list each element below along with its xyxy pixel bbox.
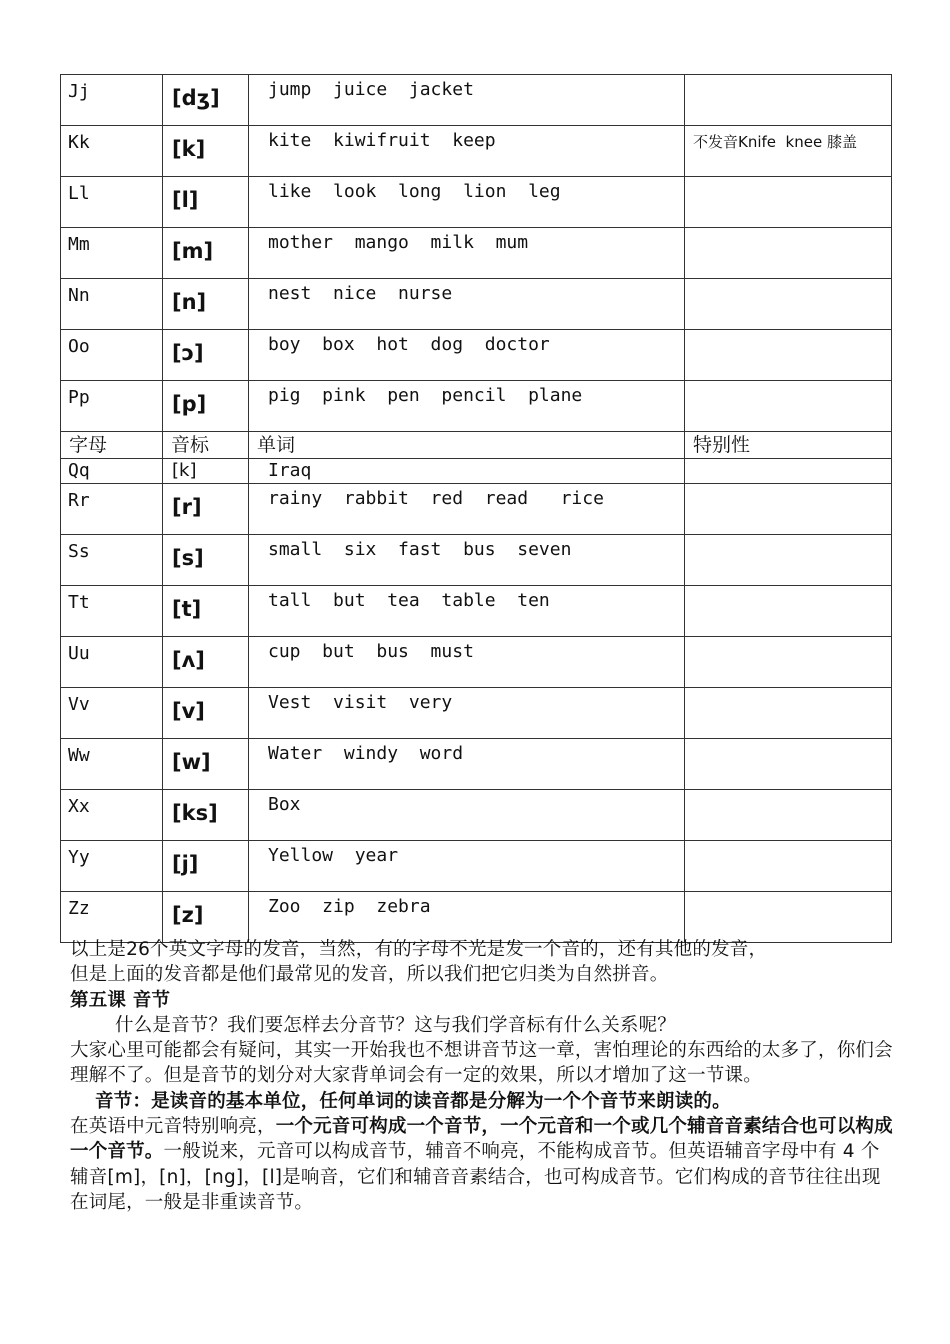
row-letter: Ss [68,541,90,562]
table-body-part2 [61,484,892,943]
table-row [61,739,892,790]
row-letter: Xx [68,796,90,817]
row-note [685,739,891,744]
row-note [685,75,891,80]
row-note [685,459,891,464]
row-letter: Tt [68,592,90,613]
table-row [61,126,892,177]
table-header [61,432,892,484]
table-row [61,586,892,637]
row-note [685,586,891,591]
row-note [685,892,891,897]
row-phonetic: [t] [172,597,202,621]
row-letter: Nn [68,285,90,306]
row-words: Iraq [268,460,312,481]
row-words: rainy rabbit red read rice [268,488,604,509]
row-letter: Vv [68,694,90,715]
row-words: Water windy word [268,743,464,764]
row-phonetic: [z] [172,903,204,927]
row-note [685,535,891,540]
row-phonetic: [n] [172,290,207,314]
table-row [61,637,892,688]
row-letter: Uu [68,643,90,664]
row-phonetic: [ɔ] [172,341,204,365]
row-note [685,688,891,693]
row-words: Box [268,794,301,815]
row-phonetic: [ʌ] [172,648,205,672]
table-row [61,75,892,126]
header-special: 特别性 [693,434,751,456]
body-text [70,937,896,1215]
row-letter: Yy [68,847,90,868]
row-phonetic: [v] [172,699,205,723]
row-words: jump juice jacket [268,79,474,100]
table-row [61,459,892,484]
summary-line-1: 以上是26个英文字母的发音，当然，有的字母不光是发一个音的，还有其他的发音， [70,939,768,960]
row-words: boy box hot dog doctor [268,334,550,355]
row-words: small six fast bus seven [268,539,572,560]
row-phonetic: [j] [172,852,199,876]
table-row [61,484,892,535]
row-phonetic: [s] [172,546,204,570]
row-note [685,841,891,846]
row-words: nest nice nurse [268,283,453,304]
definition-paragraph: 音节：是读音的基本单位，任何单词的读音都是分解为一个个音节来朗读的。 [95,1090,731,1112]
table-header-row [61,432,892,459]
row-note [685,279,891,284]
row-words: like look long lion leg [268,181,561,202]
table-row [61,892,892,943]
table-row [61,841,892,892]
row-letter: Qq [68,460,90,481]
row-phonetic: [w] [172,750,211,774]
table-row [61,688,892,739]
row-phonetic: [dʒ] [172,86,220,110]
row-letter: Pp [68,387,90,408]
row-note [685,790,891,795]
row-words: Vest visit very [268,692,453,713]
row-note [685,381,891,386]
row-note [685,484,891,489]
intro-paragraph: 大家心里可能都会有疑问，其实一开始我也不想讲音节这一章，害怕理论的东西给的太多了，你们会理解不了。但是音节的划分对大家背单词会有一定的效果，所以才增加了这一节课。 [70,1040,893,1087]
explanation-part-c: 一般说来，元音可以构成音节，辅音不响亮，不能构成音节。但英语辅音字母中有 4 个辅音[m]，[n]，[ng]，[l]是响音，它们和辅音音素结合，也可构成音节。它们构成的音节往往出现在词尾，一般是非重读音节。 [70,1141,881,1213]
row-letter: Oo [68,336,90,357]
row-note: 不发音Knife knee 膝盖 [693,133,857,151]
table-row [61,228,892,279]
row-letter: Mm [68,234,90,255]
row-phonetic: [ks] [172,801,218,825]
table-body-part1 [61,75,892,432]
row-phonetic: [r] [172,495,202,519]
row-note [685,330,891,335]
row-letter: Jj [68,81,90,102]
table-row [61,790,892,841]
summary-line-2: 但是上面的发音都是他们最常见的发音，所以我们把它归类为自然拼音。 [70,964,669,986]
row-phonetic: [k] [172,460,197,481]
row-phonetic: [m] [172,239,214,263]
row-phonetic: [k] [172,137,206,161]
question-paragraph: 什么是音节？我们要怎样去分音节？这与我们学音标有什么关系呢？ [115,1014,677,1036]
row-letter: Kk [68,132,90,153]
row-phonetic: [p] [172,392,207,416]
explanation-part-b: 一个元音可构成一个音节，一个元音和一个或几个辅音音素结合也可以构成一个音节。 [70,1116,893,1163]
row-words: mother mango milk mum [268,232,529,253]
row-letter: Ll [68,183,90,204]
row-words: Zoo zip zebra [268,896,431,917]
phonics-table [60,74,892,943]
table-row [61,330,892,381]
explanation-part-a: 在英语中元音特别响亮， [70,1116,276,1138]
table-row [61,535,892,586]
lesson-title: 第五课 音节 [70,989,171,1011]
header-phonetic: 音标 [171,434,210,456]
row-words: tall but tea table ten [268,590,550,611]
row-letter: Ww [68,745,90,766]
header-letter: 字母 [69,434,108,456]
row-letter: Zz [68,898,90,919]
row-letter: Rr [68,490,90,511]
row-words: Yellow year [268,845,399,866]
row-note [685,637,891,642]
table-row [61,177,892,228]
table-row [61,381,892,432]
row-note [685,177,891,182]
explanation-paragraph [70,1114,896,1215]
row-note [685,228,891,233]
row-words: kite kiwifruit keep [268,130,496,151]
row-words: cup but bus must [268,641,474,662]
row-words: pig pink pen pencil plane [268,385,583,406]
table-row [61,279,892,330]
row-phonetic: [l] [172,188,199,212]
header-words: 单词 [257,434,296,456]
